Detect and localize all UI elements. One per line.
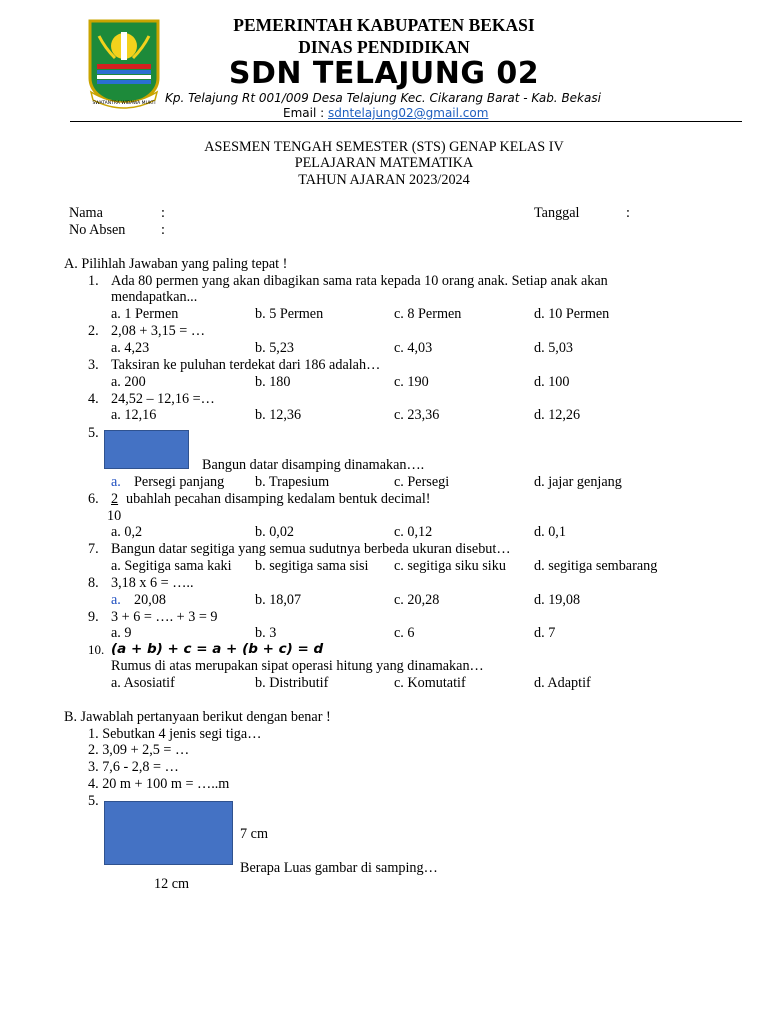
q7-text: Bangun datar segitiga yang semua sudutnya berbeda ukuran disebut… bbox=[111, 541, 511, 557]
header-divider bbox=[70, 121, 742, 122]
q6-option-b: b. 0,02 bbox=[255, 524, 295, 540]
q1-text: Ada 80 permen yang akan dibagikan sama rata kepada 10 orang anak. Setiap anak akan bbox=[111, 273, 608, 289]
school-address: Kp. Telajung Rt 001/009 Desa Telajung Kec. Cikarang Barat - Kab. Bekasi bbox=[165, 91, 601, 105]
q4-option-c: c. 23,36 bbox=[394, 407, 440, 423]
q10-number: 10. bbox=[88, 642, 105, 657]
q2-option-b: b. 5,23 bbox=[255, 340, 295, 356]
q4-option-b: b. 12,36 bbox=[255, 407, 302, 423]
q10-text: Rumus di atas merupakan sipat operasi hitung yang dinamakan… bbox=[111, 658, 484, 674]
q2-option-d: d. 5,03 bbox=[534, 340, 574, 356]
q1-option-d: d. 10 Permen bbox=[534, 306, 610, 322]
nama-colon: : bbox=[161, 205, 165, 221]
q1-option-c: c. 8 Permen bbox=[394, 306, 462, 322]
q5-number: 5. bbox=[88, 425, 99, 441]
b-question-3: 3. 7,6 - 2,8 = … bbox=[88, 759, 179, 775]
q5-option-b: b. Trapesium bbox=[255, 474, 330, 490]
b-question-1: 1. Sebutkan 4 jenis segi tiga… bbox=[88, 726, 262, 742]
header-line2: DINAS PENDIDIKAN bbox=[298, 37, 470, 57]
b5-rectangle-shape bbox=[104, 801, 233, 865]
exam-subject: PELAJARAN MATEMATIKA bbox=[294, 155, 474, 171]
q6-denominator: 10 bbox=[107, 508, 122, 524]
q9-text: 3 + 6 = …. + 3 = 9 bbox=[111, 609, 218, 625]
school-email-line bbox=[283, 106, 488, 120]
exam-title: ASESMEN TENGAH SEMESTER (STS) GENAP KELAS IV bbox=[204, 139, 564, 155]
b5-height-label: 7 cm bbox=[240, 826, 268, 842]
q7-option-b: b. segitiga sama sisi bbox=[255, 558, 369, 574]
q7-option-d: d. segitiga sembarang bbox=[534, 558, 658, 574]
noabsen-colon: : bbox=[161, 222, 165, 238]
q2-text: 2,08 + 3,15 = … bbox=[111, 323, 206, 339]
b-question-5: 5. bbox=[88, 793, 99, 809]
q3-number: 3. bbox=[88, 357, 99, 373]
q3-option-d: d. 100 bbox=[534, 374, 570, 390]
q3-option-c: c. 190 bbox=[394, 374, 429, 390]
q3-option-a: a. 200 bbox=[111, 374, 146, 390]
q10-option-a: a. Asosiatif bbox=[111, 675, 175, 691]
q1-option-a: a. 1 Permen bbox=[111, 306, 179, 322]
q10-option-b: b. Distributif bbox=[255, 675, 329, 691]
exam-year: TAHUN AJARAN 2023/2024 bbox=[298, 172, 470, 188]
svg-text:SWATANTRA WIBAWA MUKTI: SWATANTRA WIBAWA MUKTI bbox=[92, 101, 156, 106]
q8-option-b: b. 18,07 bbox=[255, 592, 302, 608]
q6-option-c: c. 0,12 bbox=[394, 524, 433, 540]
q6-text: ubahlah pecahan disamping kedalam bentuk decimal! bbox=[126, 491, 431, 507]
q6-numerator: 2 bbox=[111, 491, 119, 507]
q9-option-a: a. 9 bbox=[111, 625, 132, 641]
b5-width-label: 12 cm bbox=[154, 876, 190, 892]
q9-number: 9. bbox=[88, 609, 99, 625]
email-label: Email : bbox=[283, 106, 328, 120]
q4-text: 24,52 – 12,16 =… bbox=[111, 391, 215, 407]
q7-option-c: c. segitiga siku siku bbox=[394, 558, 506, 574]
q9-option-b: b. 3 bbox=[255, 625, 277, 641]
q10-option-d: d. Adaptif bbox=[534, 675, 591, 691]
b5-question-text: Berapa Luas gambar di samping… bbox=[240, 860, 438, 876]
q4-option-d: d. 12,26 bbox=[534, 407, 581, 423]
q5-text: Bangun datar disamping dinamakan…. bbox=[202, 457, 425, 473]
section-a-title: A. Pilihlah Jawaban yang paling tepat ! bbox=[64, 256, 288, 272]
q8-number: 8. bbox=[88, 575, 99, 591]
q8-option-d: d. 19,08 bbox=[534, 592, 581, 608]
school-name: SDN TELAJUNG 02 bbox=[228, 56, 540, 91]
q4-number: 4. bbox=[88, 391, 99, 407]
q5-option-a: Persegi panjang bbox=[134, 474, 225, 490]
q7-number: 7. bbox=[88, 541, 99, 557]
q1-option-b: b. 5 Permen bbox=[255, 306, 324, 322]
q5-option-a-letter: a. bbox=[111, 474, 121, 490]
b-question-2: 2. 3,09 + 2,5 = … bbox=[88, 742, 190, 758]
q7-option-a: a. Segitiga sama kaki bbox=[111, 558, 232, 574]
q8-option-c: c. 20,28 bbox=[394, 592, 440, 608]
q10-formula: (a + b) + c = a + (b + c) = d bbox=[111, 641, 324, 657]
q2-option-a: a. 4,23 bbox=[111, 340, 150, 356]
q2-option-c: c. 4,03 bbox=[394, 340, 433, 356]
q5-rectangle-shape bbox=[104, 430, 189, 469]
q5-option-d: d. jajar genjang bbox=[534, 474, 622, 490]
header-line1: PEMERINTAH KABUPATEN BEKASI bbox=[233, 15, 535, 35]
q1-number: 1. bbox=[88, 273, 99, 289]
q8-option-a: 20,08 bbox=[134, 592, 166, 608]
tanggal-colon: : bbox=[626, 205, 630, 221]
q6-option-a: a. 0,2 bbox=[111, 524, 143, 540]
q6-number: 6. bbox=[88, 491, 99, 507]
q10-option-c: c. Komutatif bbox=[394, 675, 466, 691]
q5-option-c: c. Persegi bbox=[394, 474, 450, 490]
nama-label: Nama bbox=[69, 205, 103, 221]
q2-number: 2. bbox=[88, 323, 99, 339]
email-link[interactable]: sdntelajung02@gmail.com bbox=[327, 106, 489, 120]
q8-option-a-letter: a. bbox=[111, 592, 121, 608]
q6-option-d: d. 0,1 bbox=[534, 524, 566, 540]
q9-option-c: c. 6 bbox=[394, 625, 415, 641]
q3-text: Taksiran ke puluhan terdekat dari 186 adalah… bbox=[111, 357, 381, 373]
b-question-4: 4. 20 m + 100 m = …..m bbox=[88, 776, 230, 792]
q9-option-d: d. 7 bbox=[534, 625, 556, 641]
noabsen-label: No Absen bbox=[69, 222, 126, 238]
section-b-title: B. Jawablah pertanyaan berikut dengan benar ! bbox=[64, 709, 331, 725]
q1-text-cont: mendapatkan... bbox=[111, 289, 198, 305]
q8-text: 3,18 x 6 = ….. bbox=[111, 575, 194, 591]
q4-option-a: a. 12,16 bbox=[111, 407, 157, 423]
q3-option-b: b. 180 bbox=[255, 374, 291, 390]
tanggal-label: Tanggal bbox=[534, 205, 580, 221]
